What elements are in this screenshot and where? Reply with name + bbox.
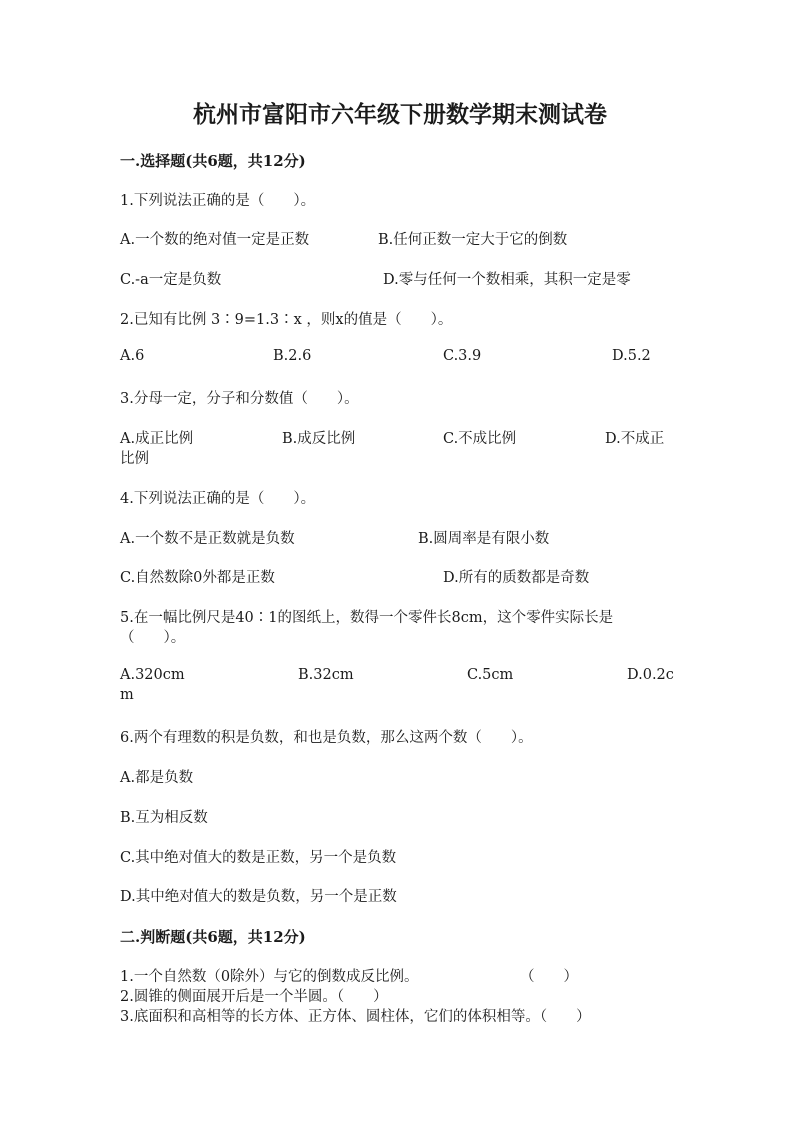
question-stem: 5.在一幅比例尺是40∶1的图纸上，数得一个零件长8cm，这个零件实际长是 [120,610,614,626]
option-a: A.都是负数 [120,770,194,786]
option-a: A.成正比例 [120,431,194,447]
option-d: D.零与任何一个数相乘，其积一定是零 [383,272,631,288]
option-d: D.0.2c [627,667,674,683]
question-stem: 4.下列说法正确的是（ ）。 [120,491,316,507]
option-d: D.不成正 [605,431,665,447]
option-d-wrap: 比例 [120,451,149,467]
question-stem-wrap: （ ）。 [120,630,186,646]
option-c: C.不成比例 [443,431,517,447]
page-title: 杭州市富阳市六年级下册数学期末测试卷 [193,101,607,128]
judge-item-3: 3.底面积和高相等的长方体、正方体、圆柱体，它们的体积相等。（ ） [120,1009,591,1025]
option-d: D.5.2 [612,348,651,364]
question-stem: 1.下列说法正确的是（ ）。 [120,193,316,209]
option-c: C.3.9 [443,348,482,364]
judge-item-1-blank: （ ） [520,969,578,985]
section-heading-choice: 一.选择题(共6题，共12分) [120,152,306,170]
option-a: A.一个数的绝对值一定是正数 [120,232,310,248]
question-stem: 6.两个有理数的积是负数，和也是负数，那么这两个数（ ）。 [120,730,533,746]
option-b: B.2.6 [273,348,312,364]
section-heading-true-false: 二.判断题(共6题，共12分) [120,928,306,946]
option-b: B.任何正数一定大于它的倒数 [378,232,568,248]
judge-item-1: 1.一个自然数（0除外）与它的倒数成反比例。 [120,969,419,985]
option-d-wrap: m [120,687,134,703]
option-c: C.-a一定是负数 [120,272,222,288]
option-a: A.一个数不是正数就是负数 [120,531,295,547]
option-b: B.圆周率是有限小数 [418,531,550,547]
option-b: B.互为相反数 [120,810,208,826]
option-d: D.所有的质数都是奇数 [443,570,590,586]
judge-item-2: 2.圆锥的侧面展开后是一个半圆。（ ） [120,989,388,1005]
option-c: C.自然数除0外都是正数 [120,570,275,586]
option-d: D.其中绝对值大的数是负数，另一个是正数 [120,889,397,905]
option-b: B.成反比例 [282,431,356,447]
option-c: C.其中绝对值大的数是正数，另一个是负数 [120,850,397,866]
question-stem: 2.已知有比例 3∶9=1.3∶x ，则x的值是（ ）。 [120,312,453,328]
question-stem: 3.分母一定，分子和分数值（ ）。 [120,391,359,407]
option-a: A.320cm [120,667,185,683]
option-b: B.32cm [298,667,354,683]
option-a: A.6 [120,348,145,364]
option-c: C.5cm [467,667,514,683]
